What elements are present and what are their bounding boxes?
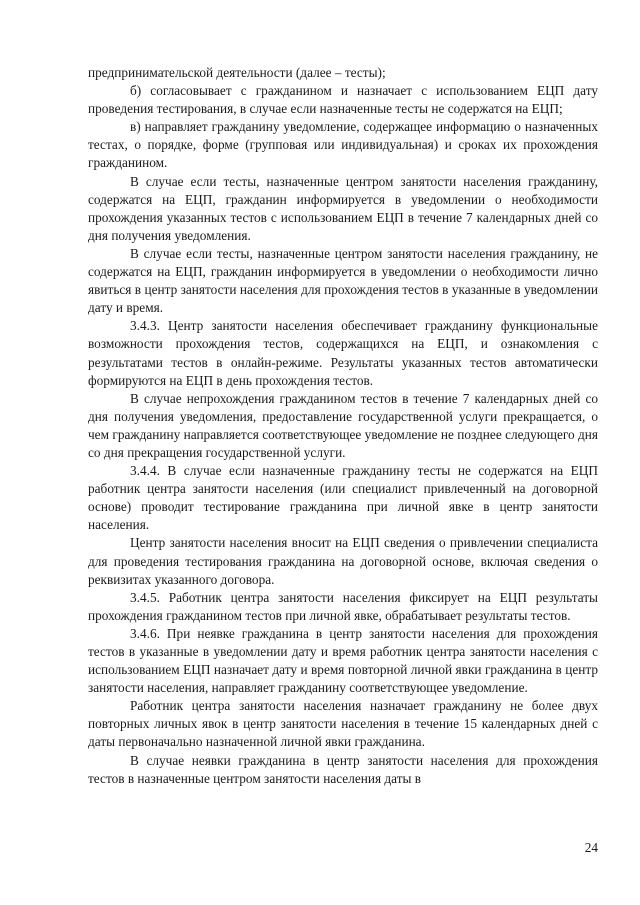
paragraph: 3.4.6. При неявке гражданина в центр занятости населения для прохождения тестов в указанные в уведомлении дату и время работник центра занятости населения с использованием ЕЦП назначает дату и время повторной личной явки гражданина в центр занятости населения, направляет гражданину соответствующее уведомление. — [88, 625, 598, 696]
paragraph: 3.4.3. Центр занятости населения обеспечивает гражданину функциональные возможности прохождения тестов, содержащихся на ЕЦП, и ознакомления с результатами тестов в онлайн-режиме. Результаты указанных тестов автоматически формируются на ЕЦП в день прохождения тестов. — [88, 318, 598, 388]
paragraph: В случае если тесты, назначенные центром занятости населения гражданину, содержатся на ЕЦП, гражданин информируется в уведомлении о необходимости прохождения указанных тестов с использованием ЕЦП в течение 7 календарных дней со дня получения уведомления. — [88, 173, 598, 243]
paragraph: 3.4.5. Работник центра занятости населения фиксирует на ЕЦП результаты прохождения гражданином тестов при личной явке, обрабатывает результаты тестов. — [88, 589, 598, 623]
paragraph: В случае если тесты, назначенные центром занятости населения гражданину, не содержатся на ЕЦП, гражданин информируется в уведомлении о необходимости лично явиться в центр занятости населения для прохождения тестов в указанные в уведомлении дату и время. — [88, 245, 598, 316]
paragraph: В случае неявки гражданина в центр занятости населения для прохождения тестов в назначенные центром занятости населения даты в — [88, 752, 598, 786]
paragraph: б) согласовывает с гражданином и назначает с использованием ЕЦП дату проведения тестирования, в случае если назначенные тесты не содержатся на ЕЦП; — [88, 83, 598, 117]
page-number: 24 — [584, 840, 598, 855]
paragraph: Работник центра занятости населения назначает гражданину не более двух повторных личных явок в центр занятости населения в течение 15 календарных дней с даты первоначально назначенной личной явки гражданина. — [88, 698, 598, 750]
paragraph: 3.4.4. В случае если назначенные гражданину тесты не содержатся на ЕЦП работник центра занятости населения (или специалист привлеченный на договорной основе) проводит тестирование гражданина при личной явке в центр занятости населения. — [88, 463, 598, 533]
document-body — [88, 64, 598, 788]
paragraph: Центр занятости населения вносит на ЕЦП сведения о привлечении специалиста для проведения тестирования гражданина на договорной основе, включая сведения о реквизитах указанного договора. — [88, 535, 598, 587]
paragraph: предпринимательской деятельности (далее – тесты); — [88, 65, 386, 80]
paragraph: в) направляет гражданину уведомление, содержащее информацию о назначенных тестах, о порядке, форме (групповая или индивидуальная) и сроках их прохождения гражданином. — [88, 119, 598, 171]
paragraph: В случае непрохождения гражданином тестов в течение 7 календарных дней со дня получения уведомления, предоставление государственной услуги прекращается, о чем гражданину направляется соответствующее уведомление не позднее следующего дня со дня прекращения государственной услуги. — [88, 390, 598, 460]
